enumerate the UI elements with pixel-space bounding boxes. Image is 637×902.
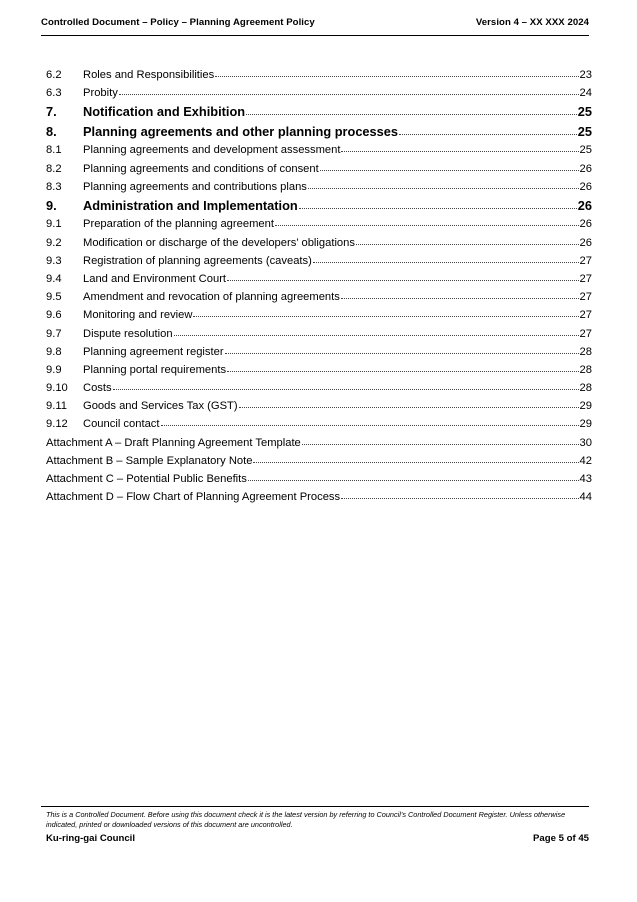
toc-entry-number: 9.8 xyxy=(46,345,62,358)
toc-entry-page: 26 xyxy=(579,162,592,175)
document-title: Controlled Document – Policy – Planning Agreement Policy xyxy=(41,17,315,28)
toc-entry-number: 9.10 xyxy=(46,382,68,395)
toc-entry[interactable] xyxy=(46,124,592,144)
toc-entry-page: 27 xyxy=(579,254,592,267)
toc-entry-number: 9.11 xyxy=(46,400,67,413)
toc-entry[interactable] xyxy=(46,327,592,345)
toc-entry[interactable] xyxy=(46,217,592,235)
toc-entry-page: 44 xyxy=(579,491,592,504)
toc-entry[interactable] xyxy=(46,198,592,218)
toc-dot-leader xyxy=(113,380,579,390)
toc-dot-leader xyxy=(302,435,579,445)
toc-dot-leader xyxy=(246,104,577,115)
toc-entry-title: Planning portal requirements xyxy=(83,363,227,376)
organisation-name: Ku-ring-gai Council xyxy=(46,833,135,844)
toc-entry-page: 29 xyxy=(579,400,592,413)
toc-entry[interactable] xyxy=(46,436,592,454)
toc-entry-title: Planning agreements and conditions of consent xyxy=(83,162,319,175)
toc-entry[interactable] xyxy=(46,490,592,508)
toc-entry-title: Monitoring and review xyxy=(83,309,193,322)
toc-entry[interactable] xyxy=(46,454,592,472)
toc-entry-page: 25 xyxy=(579,144,592,157)
toc-entry-number: 8.2 xyxy=(46,162,62,175)
toc-entry[interactable] xyxy=(46,418,592,436)
toc-dot-leader xyxy=(356,235,579,245)
toc-entry-number: 6.2 xyxy=(46,68,62,81)
toc-entry-page: 43 xyxy=(579,473,592,486)
table-of-contents xyxy=(46,68,592,508)
toc-dot-leader xyxy=(341,142,578,152)
toc-entry-title: Attachment B – Sample Explanatory Note xyxy=(46,454,253,467)
toc-entry[interactable] xyxy=(46,345,592,363)
toc-entry-page: 42 xyxy=(579,454,592,467)
toc-entry-title: Planning agreements and other planning processes xyxy=(83,123,399,139)
toc-entry-number: 8.3 xyxy=(46,180,62,193)
toc-dot-leader xyxy=(227,362,579,372)
toc-dot-leader xyxy=(299,198,577,209)
toc-entry[interactable] xyxy=(46,472,592,490)
toc-entry-page: 27 xyxy=(579,272,592,285)
toc-entry[interactable] xyxy=(46,68,592,86)
toc-entry-title: Probity xyxy=(83,87,118,100)
toc-entry-page: 29 xyxy=(579,418,592,431)
toc-entry[interactable] xyxy=(46,272,592,290)
header-divider xyxy=(41,35,589,36)
toc-dot-leader xyxy=(225,344,579,354)
toc-entry-title: Goods and Services Tax (GST) xyxy=(83,400,238,413)
toc-entry-title: Registration of planning agreements (caveats) xyxy=(83,254,312,267)
toc-entry-page: 26 xyxy=(579,218,592,231)
toc-entry[interactable] xyxy=(46,290,592,308)
toc-entry[interactable] xyxy=(46,104,592,124)
toc-dot-leader xyxy=(248,471,579,481)
toc-entry-page: 25 xyxy=(577,104,592,120)
toc-entry-page: 24 xyxy=(579,87,592,100)
toc-entry-page: 26 xyxy=(579,236,592,249)
toc-entry-number: 6.3 xyxy=(46,87,62,100)
footer-divider xyxy=(41,806,589,807)
toc-entry[interactable] xyxy=(46,399,592,417)
page-number: Page 5 of 45 xyxy=(533,833,589,844)
toc-dot-leader xyxy=(215,67,578,77)
toc-entry-number: 8.1 xyxy=(46,144,62,157)
page-footer xyxy=(46,833,589,844)
toc-entry-page: 26 xyxy=(577,197,592,213)
toc-entry-page: 23 xyxy=(579,68,592,81)
toc-entry[interactable] xyxy=(46,86,592,104)
toc-entry-number: 9.6 xyxy=(46,309,62,322)
toc-dot-leader xyxy=(227,271,579,281)
toc-dot-leader xyxy=(161,417,579,427)
toc-dot-leader xyxy=(119,85,579,95)
toc-dot-leader xyxy=(308,179,579,189)
toc-entry[interactable] xyxy=(46,180,592,198)
toc-entry[interactable] xyxy=(46,363,592,381)
toc-entry-number: 7. xyxy=(46,104,57,120)
page-header xyxy=(41,17,589,28)
toc-entry-number: 9.5 xyxy=(46,291,62,304)
toc-entry-title: Land and Environment Court xyxy=(83,272,227,285)
toc-entry-title: Roles and Responsibilities xyxy=(83,68,215,81)
toc-entry-title: Attachment D – Flow Chart of Planning Agreement Process xyxy=(46,491,341,504)
toc-entry-page: 30 xyxy=(579,436,592,449)
toc-entry-number: 9.12 xyxy=(46,418,68,431)
toc-entry-title: Planning agreements and development assessment xyxy=(83,144,341,157)
toc-entry-title: Planning agreements and contributions plans xyxy=(83,180,307,193)
version-label: Version 4 – XX XXX 2024 xyxy=(475,17,589,28)
toc-dot-leader xyxy=(341,289,579,299)
toc-entry-title: Notification and Exhibition xyxy=(83,104,246,120)
toc-entry-title: Costs xyxy=(83,382,112,395)
toc-entry[interactable] xyxy=(46,254,592,272)
toc-entry-number: 8. xyxy=(46,123,57,139)
toc-entry-number: 9.3 xyxy=(46,254,62,267)
toc-dot-leader xyxy=(253,453,578,463)
toc-entry-number: 9.4 xyxy=(46,272,62,285)
toc-entry-page: 28 xyxy=(579,363,592,376)
toc-entry-title: Preparation of the planning agreement xyxy=(83,218,274,231)
toc-entry[interactable] xyxy=(46,236,592,254)
toc-dot-leader xyxy=(239,398,579,408)
toc-entry[interactable] xyxy=(46,143,592,161)
toc-entry-title: Modification or discharge of the developers’ obligations xyxy=(83,236,355,249)
toc-dot-leader xyxy=(341,489,578,499)
toc-entry[interactable] xyxy=(46,381,592,399)
toc-entry-title: Council contact xyxy=(83,418,160,431)
toc-dot-leader xyxy=(399,124,577,135)
toc-entry-number: 9.1 xyxy=(46,218,62,231)
toc-dot-leader xyxy=(275,216,579,226)
toc-entry-title: Dispute resolution xyxy=(83,327,173,340)
toc-entry-title: Planning agreement register xyxy=(83,345,224,358)
toc-entry-page: 27 xyxy=(579,309,592,322)
toc-entry-title: Amendment and revocation of planning agreements xyxy=(83,291,340,304)
toc-entry-number: 9. xyxy=(46,197,57,213)
toc-entry-page: 26 xyxy=(579,180,592,193)
toc-entry-number: 9.7 xyxy=(46,327,62,340)
toc-dot-leader xyxy=(193,307,578,317)
toc-entry-page: 28 xyxy=(579,382,592,395)
toc-entry[interactable] xyxy=(46,162,592,180)
toc-entry-title: Attachment C – Potential Public Benefits xyxy=(46,473,247,486)
toc-entry-number: 9.2 xyxy=(46,236,62,249)
toc-dot-leader xyxy=(174,326,579,336)
toc-entry-page: 27 xyxy=(579,291,592,304)
toc-entry-number: 9.9 xyxy=(46,363,62,376)
toc-entry[interactable] xyxy=(46,308,592,326)
toc-entry-title: Attachment A – Draft Planning Agreement Template xyxy=(46,436,301,449)
toc-entry-page: 28 xyxy=(579,345,592,358)
controlled-document-disclaimer: This is a Controlled Document. Before using this document check it is the latest version by referring to Council’s Controlled Document Register. Unless otherwise indicated, printed or downloaded versions of this document are uncontrolled. xyxy=(46,810,566,829)
toc-entry-title: Administration and Implementation xyxy=(83,197,298,213)
toc-entry-page: 27 xyxy=(579,327,592,340)
toc-dot-leader xyxy=(313,253,579,263)
toc-entry-page: 25 xyxy=(577,123,592,139)
toc-dot-leader xyxy=(320,161,579,171)
